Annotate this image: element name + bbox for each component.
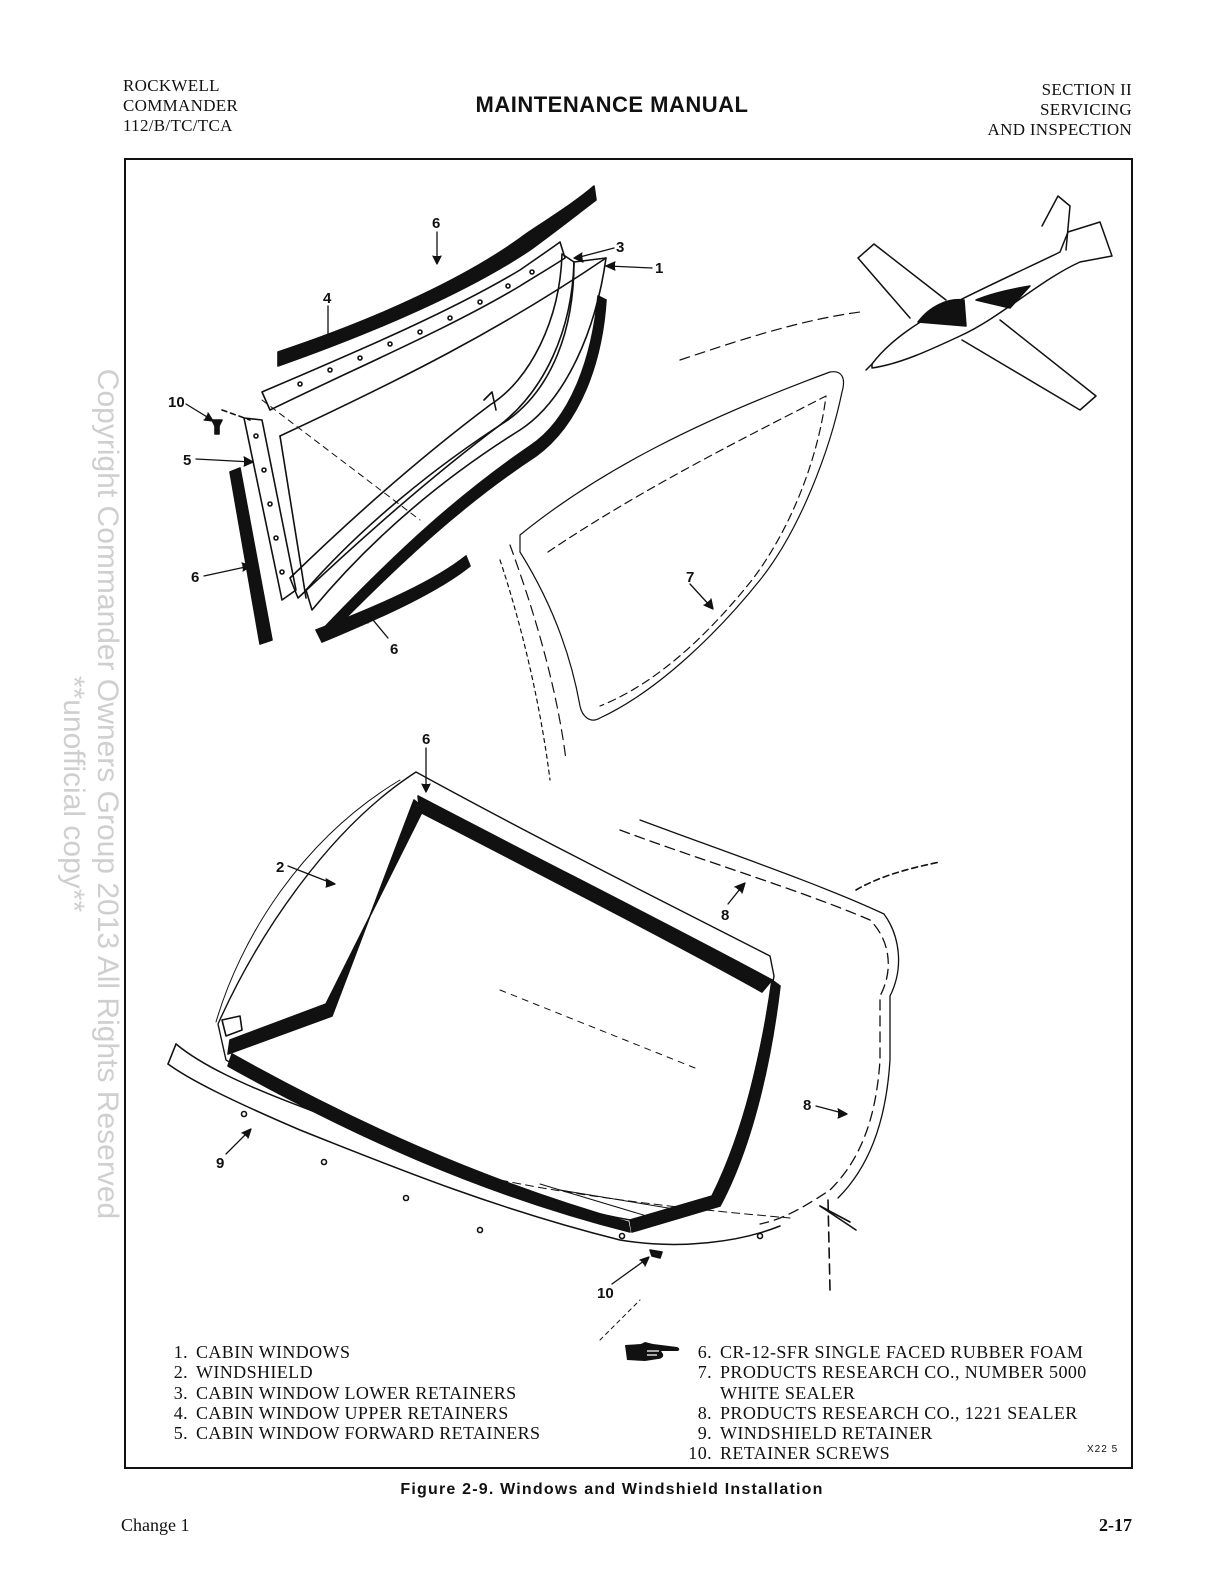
- parts-legend-left: [158, 1342, 540, 1443]
- legend-item: [158, 1403, 540, 1423]
- callout-label: 9: [216, 1155, 225, 1172]
- figure-caption: Figure 2-9. Windows and Windshield Installation: [400, 1481, 824, 1498]
- windshield-assembly: [168, 772, 940, 1340]
- callout-label: 6: [390, 641, 399, 658]
- legend-num: 3.: [173, 1382, 188, 1403]
- legend-num: 7.: [697, 1362, 712, 1383]
- legend-num: 10.: [688, 1443, 712, 1464]
- legend-text: CABIN WINDOW UPPER RETAINERS: [196, 1402, 509, 1423]
- legend-text: RETAINER SCREWS: [720, 1443, 891, 1464]
- legend-num: 5.: [173, 1423, 188, 1444]
- legend-text: PRODUCTS RESEARCH CO., NUMBER 5000: [720, 1362, 1087, 1383]
- page-number: 2-17: [1099, 1515, 1132, 1535]
- callout-label: 8: [803, 1097, 812, 1114]
- header-section-line: SERVICING: [1039, 100, 1132, 119]
- callout-label: 4: [323, 290, 332, 307]
- header-model-line: 112/B/TC/TCA: [123, 116, 233, 135]
- legend-item: [682, 1362, 1087, 1382]
- legend-item: [682, 1342, 1087, 1362]
- legend-text: PRODUCTS RESEARCH CO., 1221 SEALER: [720, 1402, 1078, 1423]
- legend-num: 2.: [173, 1362, 188, 1383]
- legend-text: CR-12-SFR SINGLE FACED RUBBER FOAM: [720, 1342, 1084, 1362]
- callout-label: 8: [721, 907, 730, 924]
- header-model-line: ROCKWELL: [123, 76, 220, 95]
- header-section-line: SECTION II: [1041, 80, 1132, 99]
- legend-item: [158, 1383, 540, 1403]
- callout-label: 6: [191, 569, 200, 586]
- callout-label: 5: [183, 452, 192, 469]
- parts-legend-right: [682, 1342, 1087, 1464]
- legend-num: 9.: [697, 1423, 712, 1444]
- pointing-hand-icon: [623, 1341, 681, 1363]
- legend-item: [158, 1342, 540, 1362]
- sealer-window-outline: [500, 312, 860, 780]
- airplane-locator: [858, 196, 1112, 410]
- watermark-line: **unofficial copy**: [57, 675, 90, 913]
- watermark-line: Copyright Commander Owners Group 2013 All Rights Reserved: [91, 368, 124, 1220]
- legend-num: 8.: [697, 1402, 712, 1423]
- legend-item: [682, 1403, 1087, 1423]
- callout-label: 7: [686, 569, 695, 586]
- callout-label: 2: [276, 859, 285, 876]
- legend-text: CABIN WINDOW FORWARD RETAINERS: [196, 1423, 541, 1444]
- change-number: Change 1: [121, 1515, 190, 1535]
- legend-item: [682, 1443, 1087, 1463]
- header-model-line: COMMANDER: [123, 96, 239, 115]
- callout-label: 6: [422, 731, 431, 748]
- legend-text: CABIN WINDOWS: [196, 1342, 351, 1362]
- callout-label: 1: [655, 260, 664, 277]
- legend-item-continued: WHITE SEALER: [720, 1382, 856, 1403]
- legend-text: WINDSHIELD RETAINER: [720, 1423, 933, 1444]
- legend-num: 4.: [173, 1402, 188, 1423]
- header-section-line: AND INSPECTION: [987, 120, 1132, 139]
- legend-num: 1.: [173, 1342, 188, 1362]
- legend-text: CABIN WINDOW LOWER RETAINERS: [196, 1382, 517, 1403]
- cabin-window-assembly: [212, 186, 606, 644]
- illustration-code: X22 5: [1087, 1444, 1119, 1455]
- legend-item: [682, 1423, 1087, 1443]
- callout-labels: [168, 215, 811, 1302]
- callout-label: 6: [432, 215, 441, 232]
- legend-item: [158, 1423, 540, 1443]
- legend-num: 6.: [697, 1342, 712, 1362]
- legend-text: WINDSHIELD: [196, 1362, 313, 1383]
- legend-item: [158, 1362, 540, 1382]
- callout-label: 3: [616, 239, 625, 256]
- page-title: MAINTENANCE MANUAL: [475, 92, 749, 117]
- callout-label: 10: [597, 1285, 614, 1302]
- callout-label: 10: [168, 394, 185, 411]
